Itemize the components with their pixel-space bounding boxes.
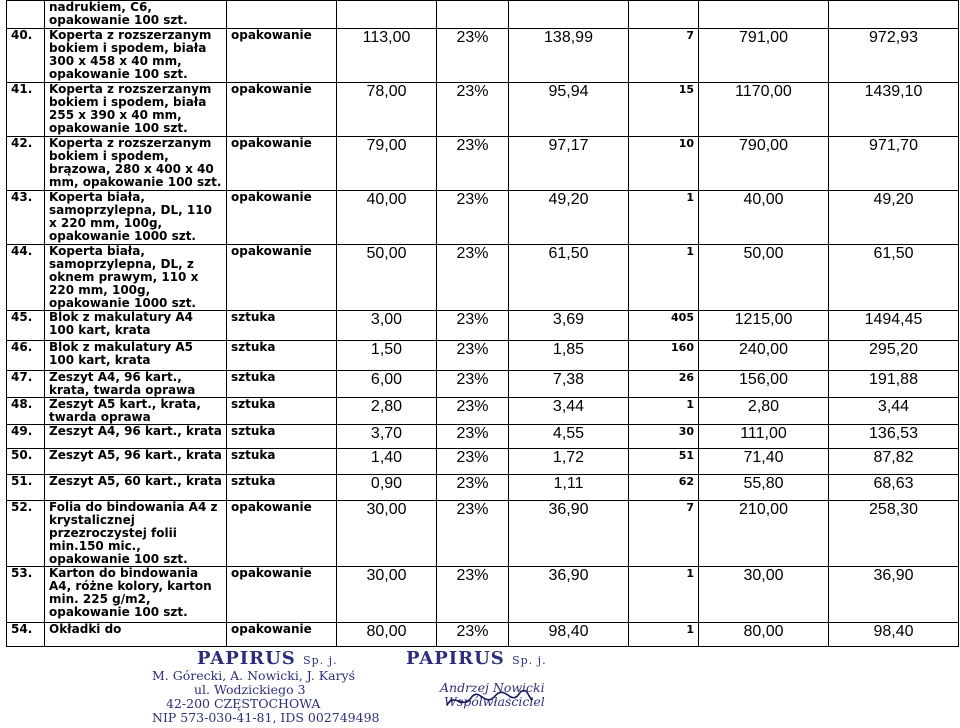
cell-total-gross: 3,44 xyxy=(829,398,959,425)
cell-unit xyxy=(227,1,337,29)
cell-name: Blok z makulatury A4 100 kart, krata xyxy=(45,311,227,341)
table-row xyxy=(7,311,959,341)
cell-net: 0,90 xyxy=(337,475,437,501)
cell-unit: sztuka xyxy=(227,341,337,371)
cell-no: 52. xyxy=(7,501,45,567)
cell-unit: opakowanie xyxy=(227,29,337,83)
cell-qty: 1 xyxy=(629,623,699,647)
table-row xyxy=(7,475,959,501)
cell-total-gross: 61,50 xyxy=(829,245,959,311)
table-row xyxy=(7,29,959,83)
cell-unit: opakowanie xyxy=(227,191,337,245)
cell-total-gross: 49,20 xyxy=(829,191,959,245)
cell-total-net: 1170,00 xyxy=(699,83,829,137)
cell-no: 40. xyxy=(7,29,45,83)
cell-no xyxy=(7,1,45,29)
cell-vat: 23% xyxy=(437,191,509,245)
cell-net: 1,40 xyxy=(337,449,437,475)
cell-net: 30,00 xyxy=(337,501,437,567)
cell-total-net xyxy=(699,1,829,29)
cell-net: 50,00 xyxy=(337,245,437,311)
cell-vat: 23% xyxy=(437,137,509,191)
cell-gross: 4,55 xyxy=(509,425,629,449)
cell-net: 78,00 xyxy=(337,83,437,137)
company-stamp xyxy=(152,648,379,725)
table-row xyxy=(7,341,959,371)
cell-total-gross: 971,70 xyxy=(829,137,959,191)
cell-no: 42. xyxy=(7,137,45,191)
cell-no: 45. xyxy=(7,311,45,341)
cell-total-gross: 1494,45 xyxy=(829,311,959,341)
cell-vat: 23% xyxy=(437,449,509,475)
cell-total-gross: 36,90 xyxy=(829,567,959,623)
cell-qty: 15 xyxy=(629,83,699,137)
cell-vat: 23% xyxy=(437,501,509,567)
cell-no: 50. xyxy=(7,449,45,475)
cell-unit: sztuka xyxy=(227,425,337,449)
cell-qty: 1 xyxy=(629,398,699,425)
cell-total-gross: 68,63 xyxy=(829,475,959,501)
cell-net: 80,00 xyxy=(337,623,437,647)
cell-qty: 51 xyxy=(629,449,699,475)
cell-no: 51. xyxy=(7,475,45,501)
table-row xyxy=(7,191,959,245)
cell-qty: 1 xyxy=(629,191,699,245)
signatory-role: Wspólwłaściciel xyxy=(444,694,545,709)
table-row xyxy=(7,567,959,623)
cell-net: 2,80 xyxy=(337,398,437,425)
cell-total-net: 71,40 xyxy=(699,449,829,475)
cell-vat xyxy=(437,1,509,29)
cell-unit: opakowanie xyxy=(227,567,337,623)
cell-total-gross: 136,53 xyxy=(829,425,959,449)
cell-no: 46. xyxy=(7,341,45,371)
table-row xyxy=(7,1,959,29)
cell-total-net: 210,00 xyxy=(699,501,829,567)
cell-unit: opakowanie xyxy=(227,137,337,191)
price-table xyxy=(6,0,959,647)
cell-total-net: 111,00 xyxy=(699,425,829,449)
table-row xyxy=(7,623,959,647)
cell-gross: 7,38 xyxy=(509,371,629,398)
cell-total-gross: 98,40 xyxy=(829,623,959,647)
cell-name: Zeszyt A4, 96 kart., krata xyxy=(45,425,227,449)
cell-vat: 23% xyxy=(437,83,509,137)
cell-gross: 97,17 xyxy=(509,137,629,191)
cell-name: Koperta biała, samoprzylepna, DL, z oknem prawym, 110 x 220 mm, 100g, opakowanie 1000 szt. xyxy=(45,245,227,311)
cell-total-net: 156,00 xyxy=(699,371,829,398)
cell-unit: opakowanie xyxy=(227,623,337,647)
cell-total-gross: 972,93 xyxy=(829,29,959,83)
cell-total-gross: 295,20 xyxy=(829,341,959,371)
table-row xyxy=(7,398,959,425)
cell-total-net: 1215,00 xyxy=(699,311,829,341)
cell-gross xyxy=(509,1,629,29)
cell-total-gross xyxy=(829,1,959,29)
cell-name: Zeszyt A5, 96 kart., krata xyxy=(45,449,227,475)
cell-no: 54. xyxy=(7,623,45,647)
cell-name: Koperta z rozszerzanym bokiem i spodem, biała 255 x 390 x 40 mm, opakowanie 100 szt. xyxy=(45,83,227,137)
cell-qty: 7 xyxy=(629,29,699,83)
cell-gross: 36,90 xyxy=(509,567,629,623)
cell-total-net: 2,80 xyxy=(699,398,829,425)
cell-no: 43. xyxy=(7,191,45,245)
cell-name: Zeszyt A5 kart., krata, twarda oprawa xyxy=(45,398,227,425)
cell-total-net: 791,00 xyxy=(699,29,829,83)
cell-name: Karton do bindowania A4, różne kolory, karton min. 225 g/m2, opakowanie 100 szt. xyxy=(45,567,227,623)
cell-unit: sztuka xyxy=(227,371,337,398)
cell-net: 1,50 xyxy=(337,341,437,371)
cell-qty xyxy=(629,1,699,29)
cell-net: 113,00 xyxy=(337,29,437,83)
cell-unit: opakowanie xyxy=(227,245,337,311)
handwritten-signature xyxy=(445,690,535,712)
cell-net: 40,00 xyxy=(337,191,437,245)
cell-qty: 62 xyxy=(629,475,699,501)
stamp-city: 42-200 CZĘSTOCHOWA xyxy=(166,696,321,711)
cell-gross: 36,90 xyxy=(509,501,629,567)
stamp-owners: M. Górecki, A. Nowicki, J. Karyś xyxy=(152,668,356,683)
table-row xyxy=(7,501,959,567)
cell-name: Folia do bindowania A4 z krystalicznej przezroczystej folii min.150 mic., opakowanie 100 szt. xyxy=(45,501,227,567)
cell-total-gross: 1439,10 xyxy=(829,83,959,137)
signatory-name: Andrzej Nowicki xyxy=(440,680,545,695)
cell-net: 3,70 xyxy=(337,425,437,449)
cell-name: Zeszyt A5, 60 kart., krata xyxy=(45,475,227,501)
cell-vat: 23% xyxy=(437,623,509,647)
cell-name: Koperta z rozszerzanym bokiem i spodem, biała 300 x 458 x 40 mm, opakowanie 100 szt. xyxy=(45,29,227,83)
cell-net: 30,00 xyxy=(337,567,437,623)
cell-unit: opakowanie xyxy=(227,83,337,137)
cell-unit: opakowanie xyxy=(227,501,337,567)
cell-gross: 1,72 xyxy=(509,449,629,475)
cell-gross: 61,50 xyxy=(509,245,629,311)
cell-net: 6,00 xyxy=(337,371,437,398)
cell-gross: 1,85 xyxy=(509,341,629,371)
cell-total-net: 50,00 xyxy=(699,245,829,311)
cell-vat: 23% xyxy=(437,371,509,398)
cell-qty: 26 xyxy=(629,371,699,398)
price-table-body xyxy=(7,1,959,647)
cell-total-gross: 258,30 xyxy=(829,501,959,567)
table-row xyxy=(7,137,959,191)
table-row xyxy=(7,245,959,311)
cell-no: 41. xyxy=(7,83,45,137)
cell-name: Okładki do xyxy=(45,623,227,647)
cell-vat: 23% xyxy=(437,245,509,311)
cell-no: 53. xyxy=(7,567,45,623)
cell-gross: 138,99 xyxy=(509,29,629,83)
cell-gross: 1,11 xyxy=(509,475,629,501)
cell-unit: sztuka xyxy=(227,311,337,341)
cell-qty: 7 xyxy=(629,501,699,567)
table-row xyxy=(7,83,959,137)
cell-qty: 1 xyxy=(629,567,699,623)
cell-total-net: 790,00 xyxy=(699,137,829,191)
cell-gross: 98,40 xyxy=(509,623,629,647)
cell-total-gross: 191,88 xyxy=(829,371,959,398)
table-row xyxy=(7,371,959,398)
cell-no: 48. xyxy=(7,398,45,425)
signatory-company-name: PAPIRUS Sp. j. xyxy=(406,648,547,669)
cell-vat: 23% xyxy=(437,475,509,501)
stamp-company-name: PAPIRUS Sp. j. xyxy=(197,648,338,669)
cell-total-net: 240,00 xyxy=(699,341,829,371)
cell-no: 47. xyxy=(7,371,45,398)
cell-name: nadrukiem, C6, opakowanie 100 szt. xyxy=(45,1,227,29)
cell-unit: sztuka xyxy=(227,398,337,425)
cell-name: Koperta z rozszerzanym bokiem i spodem, brązowa, 280 x 400 x 40 mm, opakowanie 100 szt. xyxy=(45,137,227,191)
cell-net: 3,00 xyxy=(337,311,437,341)
cell-gross: 49,20 xyxy=(509,191,629,245)
cell-vat: 23% xyxy=(437,398,509,425)
table-row xyxy=(7,425,959,449)
cell-vat: 23% xyxy=(437,29,509,83)
cell-vat: 23% xyxy=(437,425,509,449)
cell-total-net: 55,80 xyxy=(699,475,829,501)
cell-qty: 160 xyxy=(629,341,699,371)
cell-gross: 95,94 xyxy=(509,83,629,137)
cell-total-gross: 87,82 xyxy=(829,449,959,475)
cell-qty: 1 xyxy=(629,245,699,311)
cell-total-net: 40,00 xyxy=(699,191,829,245)
cell-no: 49. xyxy=(7,425,45,449)
table-row xyxy=(7,449,959,475)
cell-qty: 405 xyxy=(629,311,699,341)
cell-unit: sztuka xyxy=(227,475,337,501)
stamp-tax-id: NIP 573-030-41-81, IDS 002749498 xyxy=(152,710,380,725)
cell-gross: 3,69 xyxy=(509,311,629,341)
cell-total-net: 80,00 xyxy=(699,623,829,647)
cell-vat: 23% xyxy=(437,341,509,371)
cell-name: Zeszyt A4, 96 kart., krata, twarda oprawa xyxy=(45,371,227,398)
cell-total-net: 30,00 xyxy=(699,567,829,623)
cell-vat: 23% xyxy=(437,311,509,341)
cell-net xyxy=(337,1,437,29)
cell-name: Koperta biała, samoprzylepna, DL, 110 x 220 mm, 100g, opakowanie 1000 szt. xyxy=(45,191,227,245)
cell-qty: 10 xyxy=(629,137,699,191)
cell-gross: 3,44 xyxy=(509,398,629,425)
cell-vat: 23% xyxy=(437,567,509,623)
cell-net: 79,00 xyxy=(337,137,437,191)
cell-no: 44. xyxy=(7,245,45,311)
cell-unit: sztuka xyxy=(227,449,337,475)
cell-name: Blok z makulatury A5 100 kart, krata xyxy=(45,341,227,371)
stamp-street: ul. Wodzickiego 3 xyxy=(194,682,306,697)
cell-qty: 30 xyxy=(629,425,699,449)
